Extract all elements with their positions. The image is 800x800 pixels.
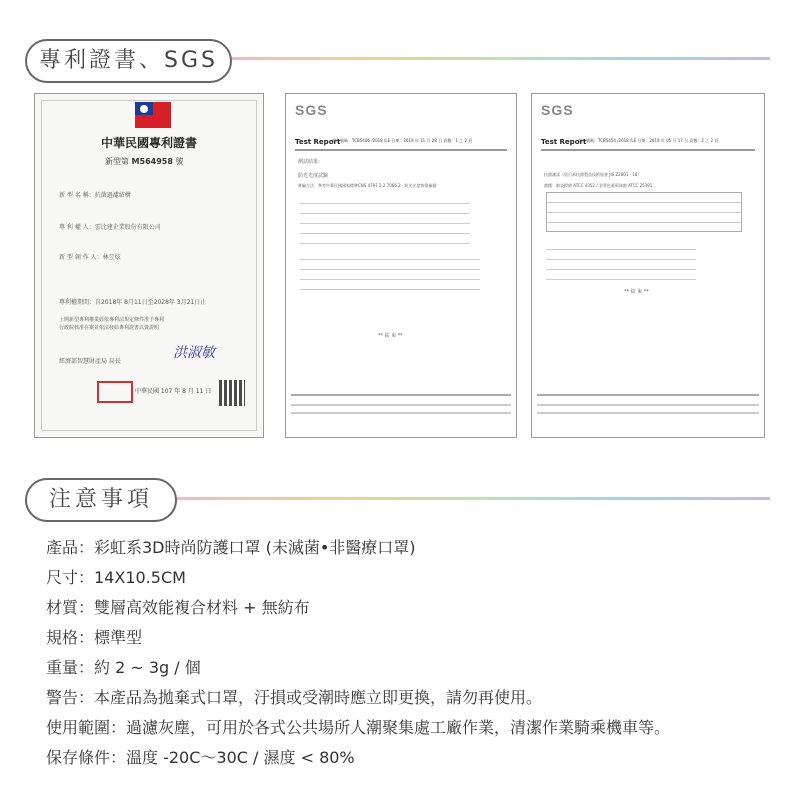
flag-icon <box>135 102 171 128</box>
certificate-number: 新型第 M564958 號 <box>105 157 184 166</box>
result-table-2 <box>300 250 480 294</box>
certificate-office: 經濟部智慧財產局 局長 <box>59 358 121 365</box>
footer-rule-2 <box>291 404 511 406</box>
footer-rule-3 <box>291 412 511 414</box>
report-line-3: 實驗方法：參考中華民國國家標準CNS 4797 2.2 7066.2 · 防光光度物質檢測 <box>298 183 437 188</box>
antibacterial-table <box>546 192 742 232</box>
certificate-note-2: 行政院核准在案並依法發給專利證書以資證明 <box>59 325 160 331</box>
section-title-notes: 注意事項 <box>25 478 177 522</box>
director-signature: 洪淑敏 <box>173 345 215 361</box>
notes-list <box>46 533 670 773</box>
note-usage: 使用範圍：過濾灰塵，可用於各式公共場所人潮聚集處工廠作業，清潔作業騎乘機車等。 <box>46 718 671 737</box>
note-material: 材質：雙層高效能複合材料 + 無紡布 <box>46 598 310 617</box>
note-product: 產品：彩虹系3D時尚防護口罩 (未滅菌•非醫療口罩) <box>46 538 416 557</box>
sgs-logo: SGS <box>541 102 574 118</box>
report-line-2: 防光光度試驗 <box>298 173 329 179</box>
official-seal-icon <box>97 381 133 403</box>
section-divider-top <box>225 57 770 60</box>
certificate-holder: 專 利 權 人：雲比建企業股份有限公司 <box>59 224 161 231</box>
certificate-note-1: 上開新型專利權業經依專利法規定條件准予專利 <box>59 317 165 323</box>
certificate-name: 新 型 名 稱：抗菌過濾結構 <box>59 192 131 199</box>
section-divider-bottom <box>170 497 770 500</box>
report-header: 報告號碼：TCB5406 /2018 /LE 日期：2019 年 11 月 28 日 頁數：1 之 2 頁 <box>332 138 473 143</box>
header-rule <box>295 149 507 151</box>
sgs-report-2 <box>531 93 765 438</box>
patent-certificate <box>34 93 264 438</box>
note-storage: 保存條件：溫度 -20C～30C / 濕度 < 80% <box>46 748 355 767</box>
certificate-date: 中華民國 107 年 8 月 11 日 <box>135 388 212 395</box>
notes-block <box>546 240 696 276</box>
footer-rule-3 <box>537 412 759 414</box>
report-line-2: 菌種：肺炎桿菌 ATCC 4352 / 金黃色葡萄球菌 ATCC 25391 <box>544 183 653 188</box>
report-label: Test Report <box>541 138 587 146</box>
result-table <box>300 194 470 242</box>
section-title-patent-sgs: 專利證書、SGS <box>25 39 232 83</box>
note-size: 尺寸：14X10.5CM <box>46 568 186 587</box>
note-warning: 警告：本產品為拋棄式口罩，汙損或受潮時應立即更換，請勿再使用。 <box>46 688 543 707</box>
certificate-period: 專利權期間：自2018年 8月11日至2028年 3月21日止 <box>59 299 207 306</box>
certificate-creator: 新 型 創 作 人：林昱炫 <box>59 254 121 261</box>
footer-rule <box>291 394 511 396</box>
footer-rule <box>537 394 759 396</box>
sgs-logo: SGS <box>295 102 328 118</box>
sgs-report-1 <box>285 93 517 438</box>
end-stamp: ** 結 束 ** <box>378 333 403 339</box>
header-rule <box>541 149 755 151</box>
end-stamp: ** 結 束 ** <box>624 289 649 295</box>
report-line-1: 抗菌測試（依日本抗菌製品技術協會 JIS Z2801 - 18） <box>544 172 642 177</box>
report-header: 報告號碼：TCB5454 /2018 /LE 日期：2019 年 05 月 17 日 頁數：2 之 2 頁 <box>578 138 719 143</box>
qr-code-icon <box>219 380 245 406</box>
footer-rule-2 <box>537 404 759 406</box>
report-line-1: 測試結果： <box>298 159 324 165</box>
report-label: Test Report <box>295 138 341 146</box>
note-weight: 重量：約 2 ~ 3g / 個 <box>46 658 201 677</box>
note-spec: 規格：標準型 <box>46 628 143 647</box>
certificate-title: 中華民國專利證書 <box>100 136 197 150</box>
